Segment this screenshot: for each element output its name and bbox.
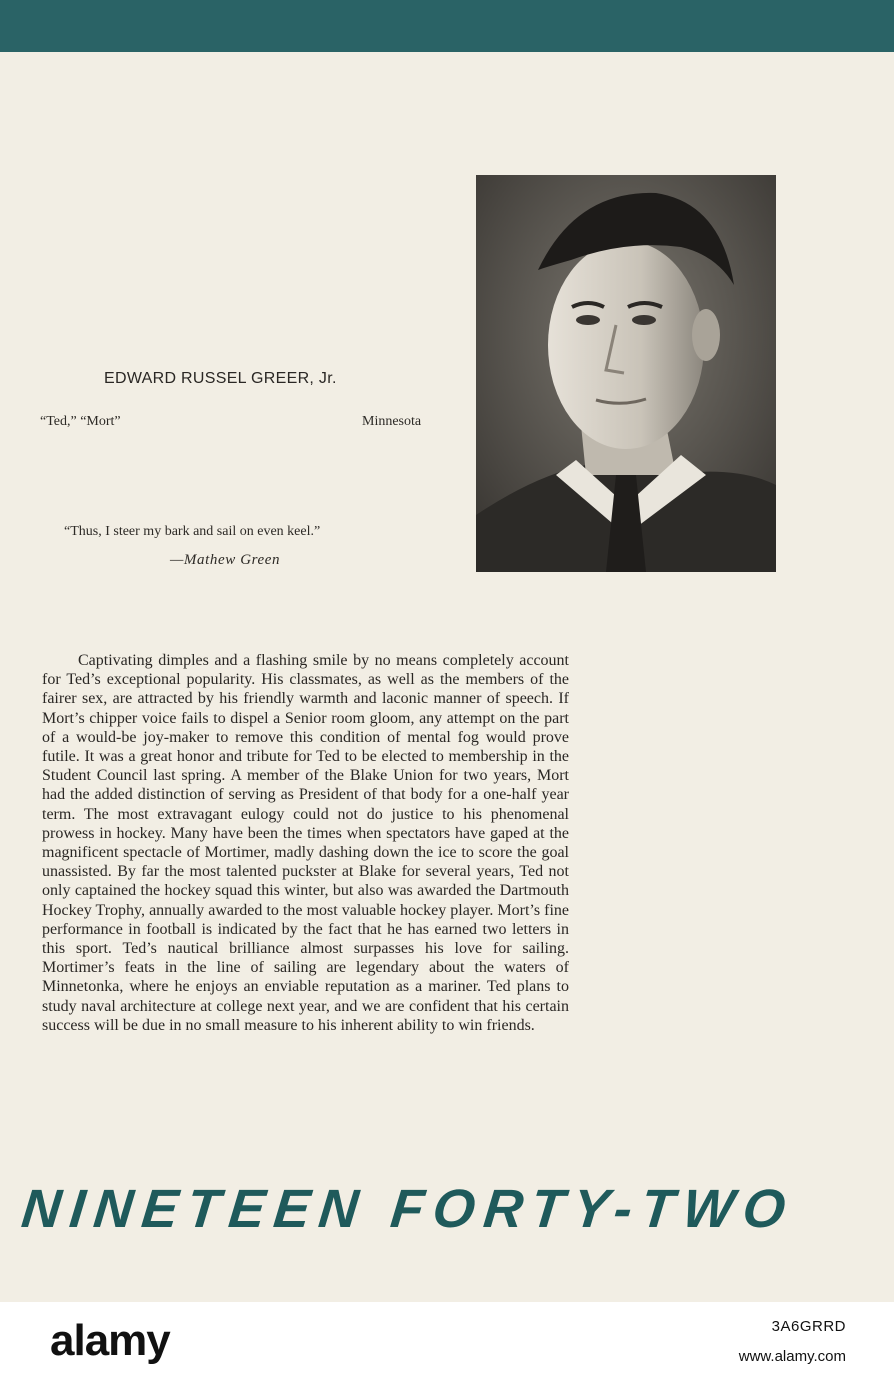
stock-site-url: www.alamy.com: [738, 1348, 846, 1365]
student-nicknames: “Ted,” “Mort”: [40, 414, 121, 429]
yearbook-year-title: NINETEEN FORTY-TWO: [18, 1179, 798, 1239]
alamy-logo: alamy: [50, 1316, 170, 1365]
stock-image-id: 3A6GRRD: [771, 1318, 846, 1335]
top-color-band: [0, 0, 894, 52]
portrait-illustration: [476, 175, 776, 572]
student-home-state: Minnesota: [362, 414, 422, 429]
student-portrait-photo: [476, 175, 776, 572]
quote-author: —Mathew Green: [170, 552, 281, 568]
biography-paragraph: Captivating dimples and a flashing smile by no means completely account for Ted’s exceptional popularity. His classmates, as well as the members of the fairer sex, are attracted by his friendly warmth and laconic manner of speech. If Mort’s chipper voice fails to dispel a Senior room gloom, any attempt on the part of a would-be joy-maker to remove this condition of mental fog would prove futile. It was a great honor and tribute for Ted to be elected to membership in the Student Council last spring. A member of the Blake Union for two years, Mort had the added distinction of serving as President of that body for a one-half year term. The most extravagant eulogy could not do justice to his phenomenal prowess in hockey. Many have been the times when spectators have gaped at the magnificent spectacle of Mortimer, madly dashing down the ice to score the goal unassisted. By far the most talented puckster at Blake for several years, Ted not only captained the hockey squad this winter, but also was awarded the Dartmouth Hockey Trophy, annually awarded to the most valuable hockey player. Mort’s fine performance in football is indicated by the fact that he has earned two letters in this sport. Ted’s nautical brilliance almost surpasses his love for sailing. Mortimer’s feats in the line of sailing are legendary about the waters of Minnetonka, where he enjoys an enviable reputation as a mariner. Ted plans to study naval architecture at college next year, and we are confident that his certain success will be due in no small measure to his inherent ability to win friends.: [42, 652, 569, 1034]
senior-quote: “Thus, I steer my bark and sail on even keel.”: [64, 524, 321, 539]
student-name: EDWARD RUSSEL GREER, Jr.: [104, 370, 337, 387]
